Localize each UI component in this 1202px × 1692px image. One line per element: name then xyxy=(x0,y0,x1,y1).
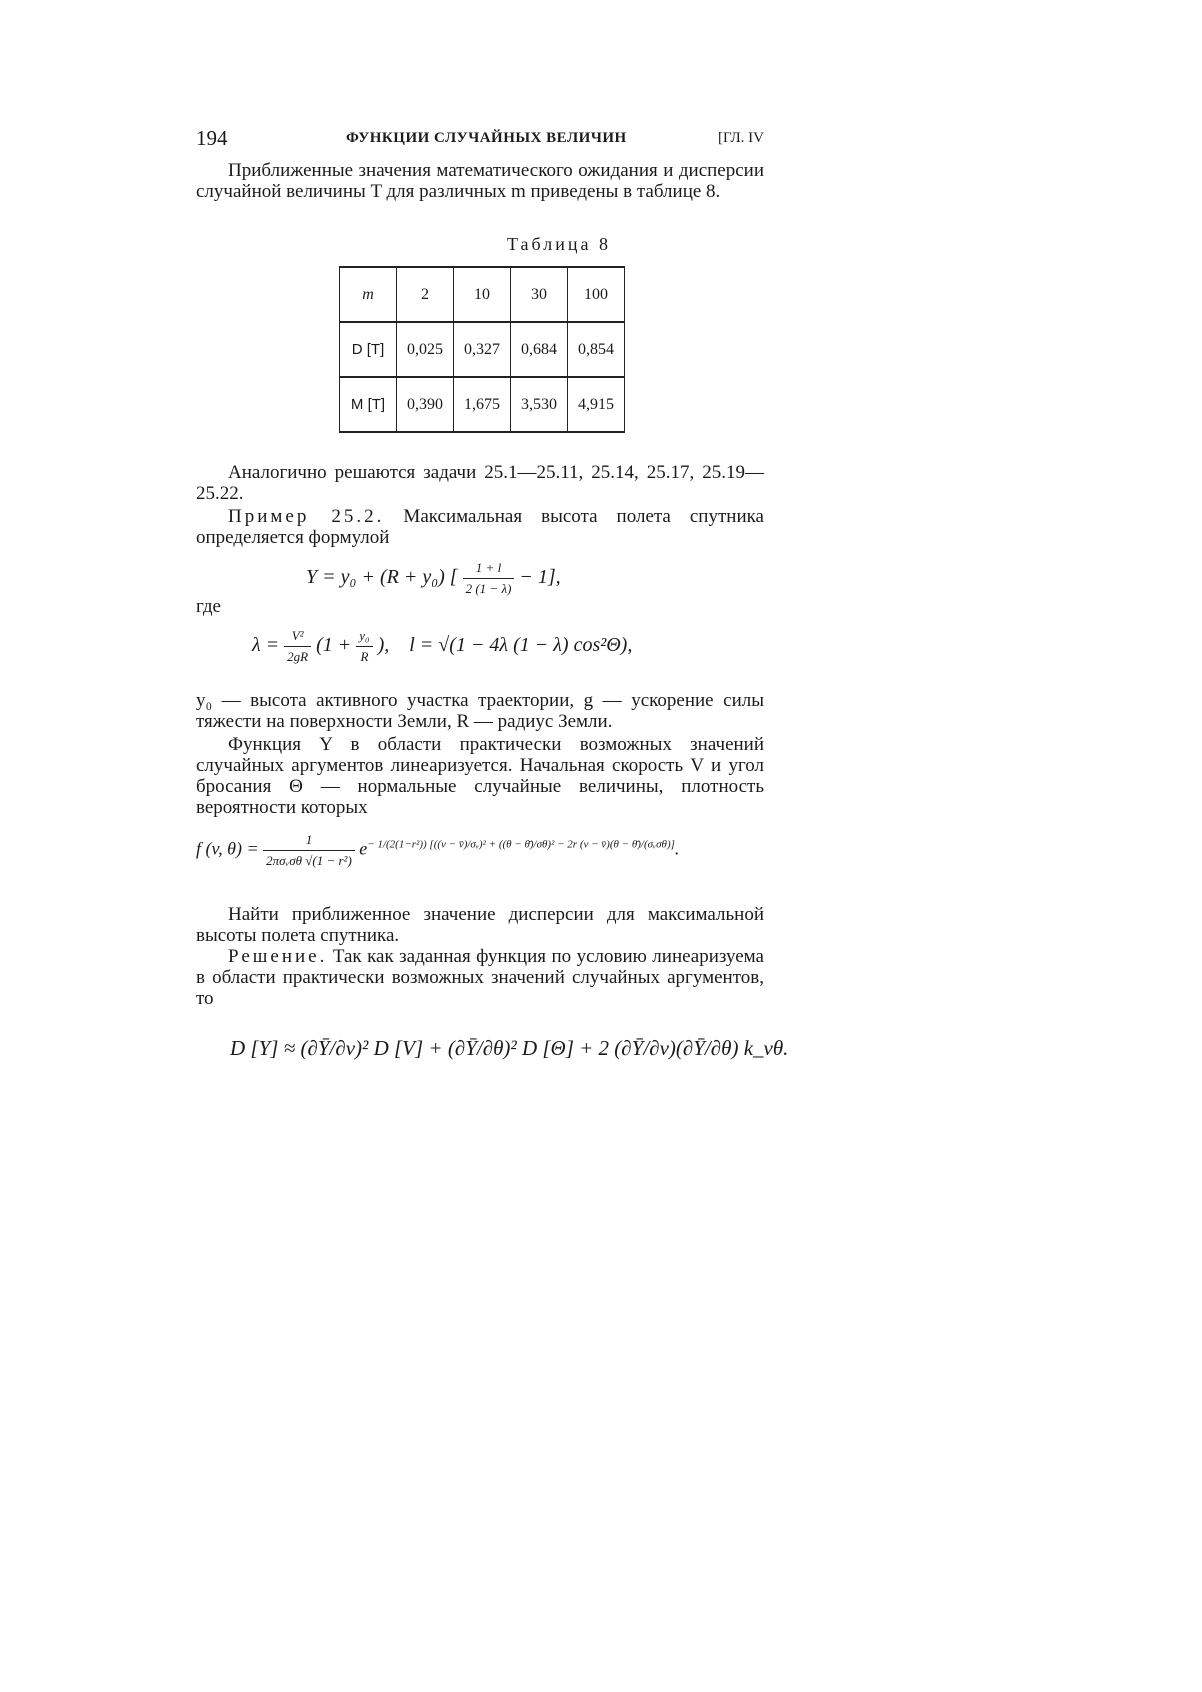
formula-Y-tail: − 1], xyxy=(519,566,561,589)
example-paragraph xyxy=(196,506,764,548)
lambda-denominator-2: R xyxy=(360,649,369,664)
lambda-close: ), xyxy=(377,634,390,657)
formula-density xyxy=(196,830,679,871)
density-fraction xyxy=(263,830,355,871)
table-cell: 0,684 xyxy=(511,322,568,377)
table-cell: 1,675 xyxy=(454,377,511,432)
table-cell: 0,025 xyxy=(397,322,454,377)
table-cell: M [T] xyxy=(340,377,397,432)
density-e: e xyxy=(359,838,368,859)
table-cell: 100 xyxy=(568,267,625,322)
definitions-paragraph: y₀ — высота активного участка траектории, g — ускорение силы тяжести на поверхности Земли, R — радиус Земли. xyxy=(196,690,764,732)
density-numerator: 1 xyxy=(263,830,355,851)
solution-paragraph xyxy=(196,946,764,1009)
table-header-row xyxy=(340,267,625,322)
where-word: где xyxy=(196,596,221,617)
table-cell: 3,530 xyxy=(511,377,568,432)
lambda-lhs: λ = xyxy=(252,634,280,657)
density-exponent: − 1/(2(1−r²)) [((v − v̄)/σᵥ)² + ((θ − θ̄)/σθ)² − 2r (v − v̄)(θ − θ̄)/(σᵥσθ)] xyxy=(367,838,675,851)
table-row xyxy=(340,322,625,377)
similar-problems: Аналогично решаются задачи 25.1—25.11, 25.14, 25.17, 25.19—25.22. xyxy=(196,462,764,504)
table-cell: 2 xyxy=(397,267,454,322)
formula-lambda xyxy=(252,626,632,667)
lambda-denominator: 2gR xyxy=(287,649,309,664)
lambda-numerator: V² xyxy=(284,626,311,647)
formula-l: l = √(1 − 4λ (1 − λ) cos²Θ), xyxy=(409,634,633,657)
formula-Y-lhs: Y = y₀ + (R + y₀) [ xyxy=(306,566,458,589)
solution-label: Решение. xyxy=(228,946,328,967)
formula-Y-numerator: 1 + l xyxy=(463,558,515,579)
example-label: Пример 25.2. xyxy=(228,506,385,527)
lambda-fraction xyxy=(284,626,311,667)
density-lhs: f (v, θ) = xyxy=(196,838,259,859)
table-caption: Таблица 8 xyxy=(507,234,611,254)
table-8 xyxy=(339,266,625,433)
formula-Y xyxy=(306,558,561,599)
table-cell: 30 xyxy=(511,267,568,322)
page-number: 194 xyxy=(196,126,228,150)
table-cell: 0,390 xyxy=(397,377,454,432)
linearize-paragraph: Функция Y в области практически возможных значений случайных аргументов линеаризуется. Начальная скорость V и угол бросания Θ — нормальные случайные величины, плотность вероятности которых xyxy=(196,734,764,818)
table-row xyxy=(340,377,625,432)
lambda-paren: (1 + xyxy=(316,634,352,657)
table-cell: 4,915 xyxy=(568,377,625,432)
task-paragraph: Найти приближенное значение дисперсии для максимальной высоты полета спутника. xyxy=(196,904,764,946)
formula-variance: D [Y] ≈ (∂Ȳ/∂v)² D [V] + (∂Ȳ/∂θ)² D [Θ] + 2 (∂Ȳ/∂v)(∂Ȳ/∂θ) k_vθ. xyxy=(230,1036,789,1060)
density-denominator: 2πσᵥσθ √(1 − r²) xyxy=(266,853,352,868)
table-cell: D [T] xyxy=(340,322,397,377)
lambda-fraction-2 xyxy=(356,626,372,667)
formula-Y-denominator: 2 (1 − λ) xyxy=(465,581,512,596)
lambda-numerator-2: y₀ xyxy=(356,626,372,647)
formula-Y-fraction xyxy=(463,558,515,599)
running-title: ФУНКЦИИ СЛУЧАЙНЫХ ВЕЛИЧИН xyxy=(346,130,627,146)
table-cell: 10 xyxy=(454,267,511,322)
intro-paragraph: Приближенные значения математического ожидания и дисперсии случайной величины T для различных m приведены в таблице 8. xyxy=(196,160,764,202)
example-text: Максимальная высота полета спутника определяется формулой xyxy=(196,506,764,548)
table-cell: 0,327 xyxy=(454,322,511,377)
chapter-label: [ГЛ. IV xyxy=(717,130,764,146)
solution-text: Так как заданная функция по условию линеаризуема в области практически возможных значений случайных аргументов, то xyxy=(196,946,764,1009)
table-cell: 0,854 xyxy=(568,322,625,377)
density-dot: . xyxy=(674,838,680,859)
table-cell: m xyxy=(340,267,397,322)
